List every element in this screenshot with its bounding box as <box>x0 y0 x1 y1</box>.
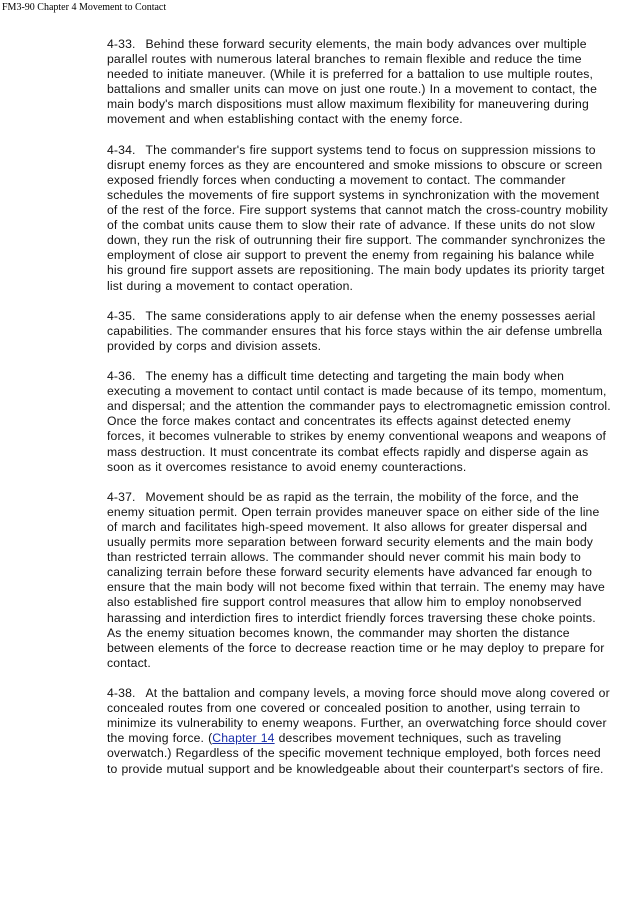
chapter-14-link[interactable]: Chapter 14 <box>212 731 275 746</box>
paragraph-4-33 <box>107 37 611 128</box>
paragraph-number: 4-35. <box>107 308 136 323</box>
paragraph-4-34 <box>107 143 611 294</box>
page-header-title: FM3-90 Chapter 4 Movement to Contact <box>2 2 167 13</box>
paragraph-4-35 <box>107 309 611 354</box>
paragraph-4-38 <box>107 686 611 777</box>
paragraph-text: Behind these forward security elements, the main body advances over multiple parallel routes with numerous lateral branches to remain flexible and reduce the time needed to initiate maneuver. (While it is preferred for a battalion to use multiple routes, battalions and smaller units can move on just one route.) In a movement to contact, the main body's march dispositions must allow maximum flexibility for maneuvering during movement and when establishing contact with the enemy force. <box>107 37 598 127</box>
paragraph-text: The commander's fire support systems tend to focus on suppression missions to disrupt enemy forces as they are encountered and smoke missions to obscure or screen exposed friendly forces when conducting a movement to contact. The commander schedules the movements of fire support systems in synchronization with the movement of the rest of the force. Fire support systems that cannot match the cross-country mobility of the combat units cause them to slow their rate of advance. If these units do not slow down, they run the risk of outrunning their fire support. The commander synchronizes the employment of close air support to prevent the enemy from regaining his balance while his ground fire support assets are repositioning. The main body updates its priority target list during a movement to contact operation. <box>107 142 608 293</box>
paragraph-text-before-link: At the battalion and company levels, a moving force should move along covered or concealed routes from one covered or concealed position to another, using terrain to minimize its vulnerability to enemy weapons. Further, an overwatching force should cover the moving force. ( <box>107 686 610 746</box>
paragraph-text: Movement should be as rapid as the terrain, the mobility of the force, and the enemy situation permit. Open terrain provides maneuver space on either side of the line of march and facilitates high-speed movement. It also allows for greater dispersal and usually permits more separation between forward security elements and the main body than restricted terrain allows. The commander should never commit his main body to canalizing terrain before these forward security elements have advanced far enough to ensure that the main body will not become fixed within that terrain. The enemy may have also established fire support control measures that allow him to employ nonobserved harassing and interdiction fires to interdict friendly forces traversing these choke points. As the enemy situation becomes known, the commander may shorten the distance between elements of the force to decrease reaction time or he may deploy to prepare for contact. <box>107 489 605 670</box>
paragraph-number: 4-38. <box>107 686 136 701</box>
paragraph-text-after-link: describes movement techniques, such as traveling overwatch.) Regardless of the specific movement technique employed, both forces need to provide mutual support and be knowledgeable about their counterpart's sectors of fire. <box>107 731 604 776</box>
paragraph-number: 4-36. <box>107 369 136 384</box>
paragraph-number: 4-33. <box>107 37 136 51</box>
paragraph-text: The enemy has a difficult time detecting and targeting the main body when executing a movement to contact until contact is made because of its tempo, momentum, and dispersal; and the attention the commander pays to electromagnetic emission control. Once the force makes contact and concentrates its effects against detected enemy forces, it becomes vulnerable to strikes by enemy conventional weapons and weapons of mass destruction. It must concentrate its combat effects rapidly and disperse again as soon as it overcomes resistance to avoid enemy counteractions. <box>107 369 611 474</box>
document-body <box>107 37 611 777</box>
paragraph-4-36 <box>107 369 611 475</box>
paragraph-number: 4-34. <box>107 142 136 157</box>
paragraph-text: The same considerations apply to air defense when the enemy possesses aerial capabilities. The commander ensures that his force stays within the air defense umbrella provided by corps and division assets. <box>107 308 603 353</box>
paragraph-4-37 <box>107 490 611 671</box>
paragraph-number: 4-37. <box>107 489 136 504</box>
